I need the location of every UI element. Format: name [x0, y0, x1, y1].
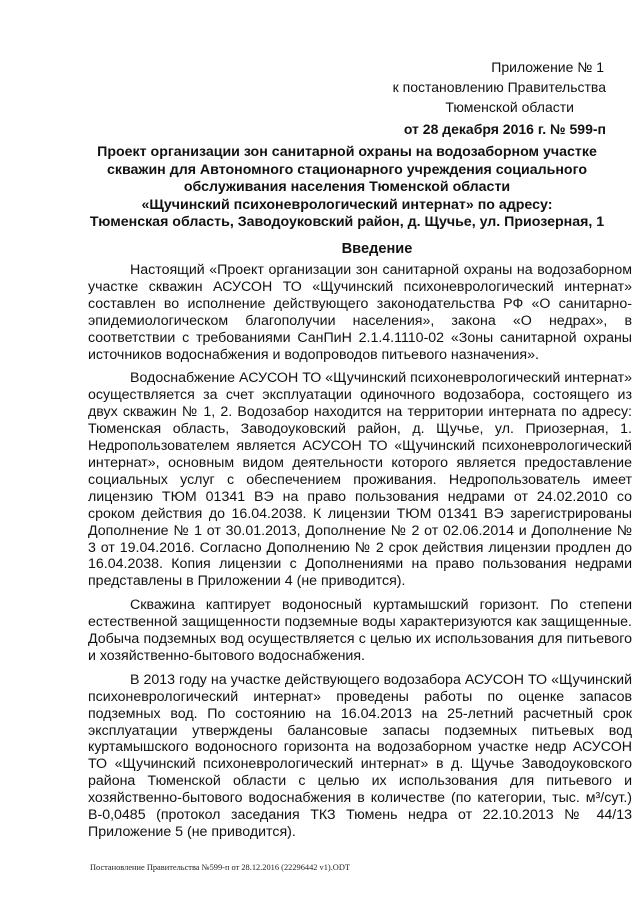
document-heading — [60, 144, 634, 232]
page-footer: Постановление Правительства №599-п от 28.12.2016 (22296442 v1).ODT — [90, 863, 351, 872]
body-text — [88, 262, 632, 848]
paragraph: В 2013 году на участке действующего водозабора АСУСОН ТО «Щучинский психоневрологический интернат» проведены работы по оценке запасов подземных вод. По состоянию на 16.04.2013 на 25-летний расчетный срок эксплуатации утверждены балансовые запасы подземных питьевых вод куртамышского водоносного горизонта на водозаборном участке недр АСУСОН ТО «Щучинский психоневрологический интернат» в д. Щучье Заводоуковского района Тюменской области с целью их использования для питьевого и хозяйственно-бытового водоснабжения в количестве (по категории, тыс. м³/сут.) В-0,0485 (протокол заседания ТКЗ Тюмень недра от 22.10.2013 № 44/13 Приложение 5 (не приводится). — [88, 671, 632, 840]
paragraph: Настоящий «Проект организации зон санитарной охраны на водозаборном участке скважин АСУСОН ТО «Щучинский психоневрологический интернат» составлен во исполнение действующего законодательства РФ «О санитарно-эпидемиологическом благополучии населения», закона «О недрах», в соответствии с требованиями СанПиН 2.1.4.1110-02 «Зоны санитарной охраны источников водоснабжения и водопроводов питьевого назначения». — [88, 262, 632, 363]
heading-line: «Щучинский психоневрологический интернат» по адресу: — [141, 196, 553, 213]
paragraph: Водоснабжение АСУСОН ТО «Щучинский психоневрологический интернат» осуществляется за счет эксплуатации одиночного водозабора, состоящего из двух скважин № 1, 2. Водозабор находится на территории интерната по адресу: Тюменская область, Заводоуковский район, д. Щучье, ул. Приозерная, 1. Недропользователем является АСУСОН ТО «Щучинский психоневрологический интернат», основным видом деятельности которого является предоставление социальных услуг с обеспечением проживания. Недропользователь имеет лицензию ТЮМ 01341 ВЭ на право пользования недрами от 24.02.2010 со сроком действия до 16.04.2038. К лицензии ТЮМ 01341 ВЭ зарегистрированы Дополнение № 1 от 30.01.2013, Дополнение № 2 от 02.06.2014 и Дополнение № 3 от 19.04.2016. Согласно Дополнению № 2 срок действия лицензии продлен до 16.04.2038. Копия лицензии с Дополнениями на право пользования недрами представлены в Приложении 4 (не приводится). — [88, 370, 632, 590]
section-title: Введение — [341, 241, 413, 257]
appendix-date-number: от 28 декабря 2016 г. № 599-п — [403, 121, 606, 137]
heading-line: Тюменская область, Заводоуковский район, д. Щучье, ул. Приозерная, 1 — [89, 214, 605, 230]
appendix-region-line: Тюменской области — [445, 99, 574, 115]
appendix-resolution-line: к постановлению Правительства — [392, 79, 606, 95]
appendix-block — [346, 57, 606, 139]
paragraph: Скважина каптирует водоносный куртамышский горизонт. По степени естественной защищенности подземные воды характеризуются как защищенные. Добыча подземных вод осуществляется с целью их использования для питьевого и хозяйственно-бытового водоснабжения. — [88, 597, 632, 664]
heading-line: обслуживания населения Тюменской области — [183, 179, 511, 195]
heading-line: скважин для Автономного стационарного учреждения социального — [106, 161, 587, 178]
appendix-title: Приложение № 1 — [491, 59, 604, 75]
heading-line: Проект организации зон санитарной охраны на водозаборном участке — [97, 144, 597, 160]
